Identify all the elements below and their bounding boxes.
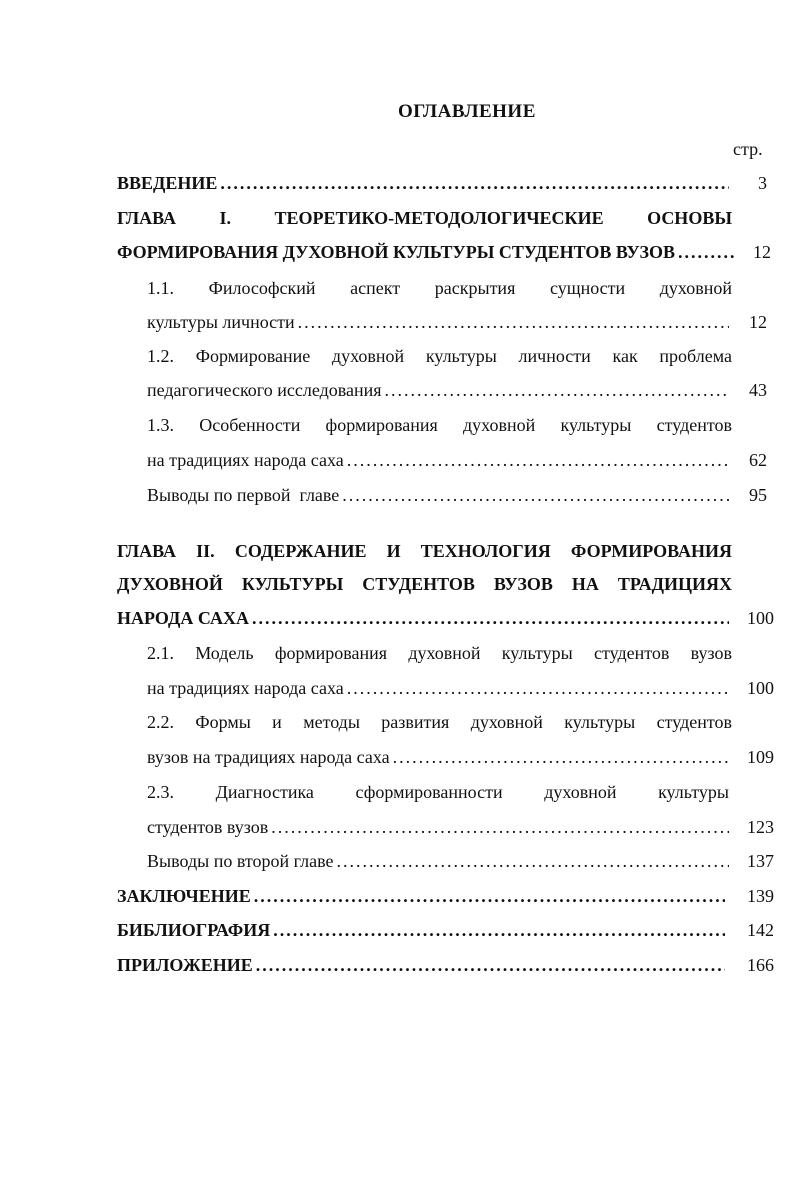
toc-entry-title: вузов на традициях народа саха [147, 747, 390, 767]
leader-dots [342, 484, 729, 506]
toc-chapter-1-line1: ГЛАВА I. ТЕОРЕТИКО-МЕТОДОЛОГИЧЕСКИЕ ОСНОВЫ [117, 208, 732, 228]
toc-page-number: 137 [747, 851, 774, 871]
toc-entry-title: на традициях народа саха [147, 678, 344, 698]
toc-section-2-1-line1: 2.1. Модель формирования духовной культуры студентов вузов [147, 643, 732, 663]
toc-page-number: 43 [749, 380, 767, 400]
toc-chapter-2-line1: ГЛАВА II. СОДЕРЖАНИЕ И ТЕХНОЛОГИЯ ФОРМИРОВАНИЯ [117, 541, 732, 561]
toc-page-number: 95 [749, 485, 767, 505]
toc-entry-title: студентов вузов [147, 817, 269, 837]
leader-dots [298, 311, 729, 333]
toc-entry-title: Выводы по первой главе [147, 485, 340, 505]
toc-page-number: 3 [758, 173, 767, 193]
toc-section-1-2 [147, 379, 729, 401]
toc-page-number: 109 [747, 747, 774, 767]
toc-entry-conclusion [117, 885, 725, 907]
leader-dots [254, 885, 725, 907]
toc-entry-bibliography [117, 919, 725, 941]
toc-entry-title: БИБЛИОГРАФИЯ [117, 920, 271, 940]
toc-section-2-1 [147, 677, 729, 699]
leader-dots [252, 607, 729, 629]
toc-page-number: 12 [749, 312, 767, 332]
toc-entry-introduction [117, 172, 729, 194]
toc-chapter-1 [117, 241, 737, 263]
toc-entry-title: культуры личности [147, 312, 295, 332]
toc-page-number: 123 [747, 817, 774, 837]
toc-section-1-1 [147, 311, 729, 333]
leader-dots [347, 449, 729, 471]
toc-conclusions-chapter-1 [147, 484, 729, 506]
leader-dots [385, 379, 729, 401]
toc-page-number: 142 [747, 920, 774, 940]
toc-section-2-2-line1: 2.2. Формы и методы развития духовной культуры студентов [147, 712, 732, 732]
toc-page-number: 100 [747, 608, 774, 628]
toc-page-number: 100 [747, 678, 774, 698]
toc-entry-title: ПРИЛОЖЕНИЕ [117, 955, 253, 975]
toc-entry-title: педагогического исследования [147, 380, 382, 400]
leader-dots [678, 241, 737, 263]
toc-section-2-2 [147, 746, 729, 768]
toc-entry-title: НАРОДА САХА [117, 608, 249, 628]
toc-chapter-2 [117, 607, 729, 629]
toc-page-number: 139 [747, 886, 774, 906]
leader-dots [393, 746, 729, 768]
toc-section-1-3-line1: 1.3. Особенности формирования духовной культуры студентов [147, 415, 732, 435]
toc-entry-title: ФОРМИРОВАНИЯ ДУХОВНОЙ КУЛЬТУРЫ СТУДЕНТОВ ВУЗОВ [117, 242, 675, 262]
leader-dots [220, 172, 729, 194]
toc-page-number: 62 [749, 450, 767, 470]
leader-dots [273, 919, 725, 941]
toc-entry-title: на традициях народа саха [147, 450, 344, 470]
leader-dots [271, 816, 729, 838]
page-column-label: стр. [733, 139, 763, 159]
toc-conclusions-chapter-2 [147, 850, 729, 872]
toc-entry-title: Выводы по второй главе [147, 851, 334, 871]
toc-page-number: 166 [747, 955, 774, 975]
toc-chapter-2-line2: ДУХОВНОЙ КУЛЬТУРЫ СТУДЕНТОВ ВУЗОВ НА ТРАДИЦИЯХ [117, 574, 732, 594]
toc-entry-title: ЗАКЛЮЧЕНИЕ [117, 886, 251, 906]
leader-dots [336, 850, 729, 872]
toc-page-number: 12 [753, 242, 771, 262]
toc-section-1-3 [147, 449, 729, 471]
toc-section-2-3-line1: 2.3. Диагностика сформированности духовной культуры [147, 782, 729, 802]
toc-entry-title: ВВЕДЕНИЕ [117, 173, 218, 193]
toc-section-2-3 [147, 816, 729, 838]
toc-section-1-2-line1: 1.2. Формирование духовной культуры личности как проблема [147, 346, 732, 366]
toc-entry-appendix [117, 954, 725, 976]
leader-dots [347, 677, 729, 699]
toc-section-1-1-line1: 1.1. Философский аспект раскрытия сущности духовной [147, 278, 732, 298]
leader-dots [256, 954, 725, 976]
page-title: ОГЛАВЛЕНИЕ [398, 101, 536, 122]
